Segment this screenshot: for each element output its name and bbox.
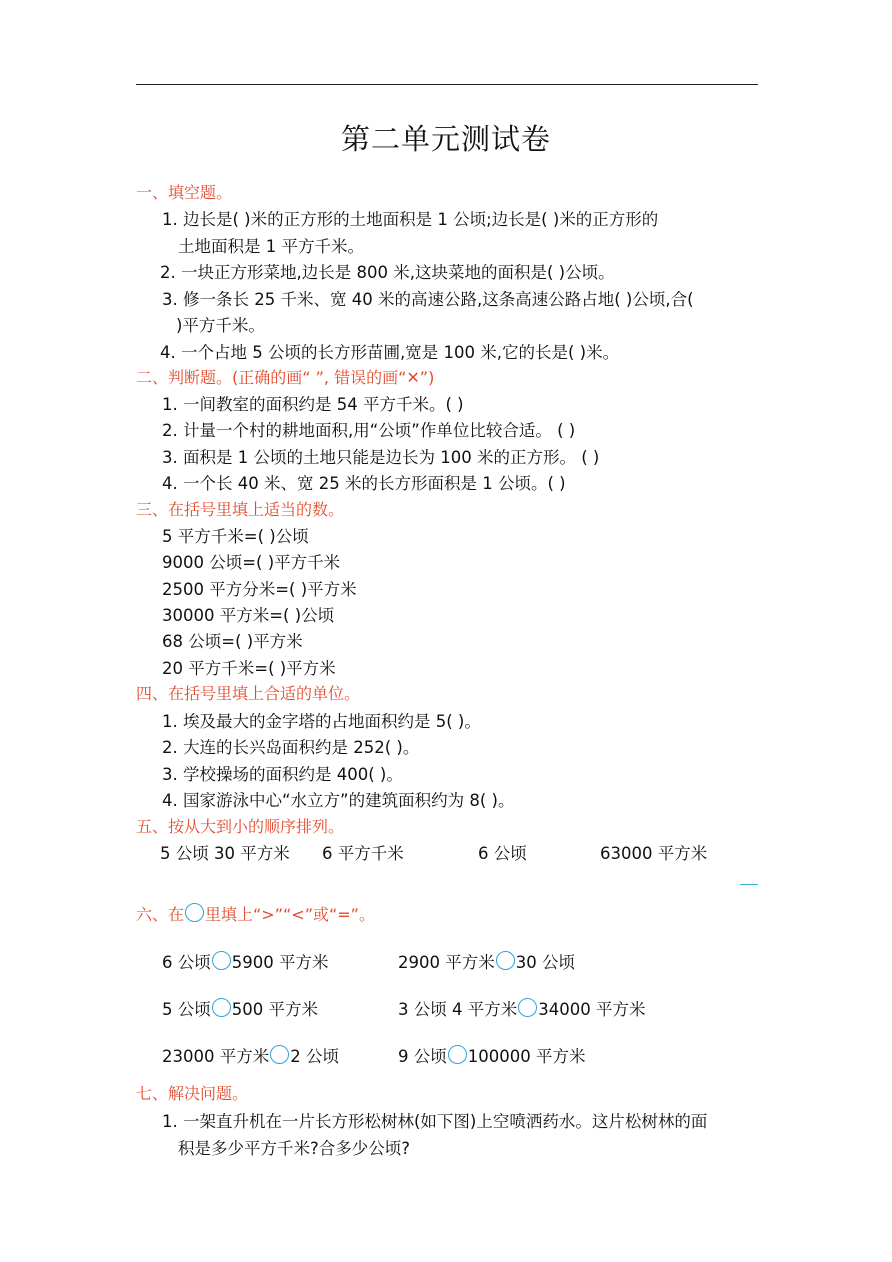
compare-circle[interactable] [270, 1045, 289, 1064]
question-1-1-cont: 土地面积是 1 平方千米。 [178, 237, 364, 256]
compare-left-value: 9 公顷 [398, 1047, 447, 1066]
unit-question-3: 3. 学校操场的面积约是 400( )。 [162, 765, 403, 784]
compare-left-value: 5 公顷 [162, 1000, 211, 1019]
question-2-1: 1. 一间教室的面积约是 54 平方千米。( ) [162, 395, 464, 414]
problem-1: 1. 一架直升机在一片长方形松树林(如下图)上空喷洒药水。这片松树林的面 [162, 1112, 708, 1131]
question-2-2: 2. 计量一个村的耕地面积,用“公顷”作单位比较合适。 ( ) [162, 421, 576, 440]
question-1-3: 3. 修一条长 25 千米、宽 40 米的高速公路,这条高速公路占地( )公顷,合( [162, 290, 694, 309]
compare-right-value: 2 公顷 [290, 1047, 339, 1066]
compare-right-value: 5900 平方米 [231, 953, 329, 972]
order-value-4: 63000 平方米 [600, 844, 708, 863]
conversion-6: 20 平方千米=( )平方米 [162, 659, 336, 678]
question-2-3: 3. 面积是 1 公顷的土地只能是边长为 100 米的正方形。 ( ) [162, 448, 600, 467]
order-value-3: 6 公顷 [478, 844, 527, 863]
compare-circle[interactable] [212, 951, 231, 970]
section-6-heading [136, 902, 375, 925]
section-2-heading: 二、判断题。(正确的画“ ”, 错误的画“✕”) [136, 368, 435, 387]
conversion-4: 30000 平方米=( )公顷 [162, 606, 335, 625]
compare-right-value: 100000 平方米 [467, 1047, 586, 1066]
section-6-heading-a: 六、在 [136, 905, 185, 924]
section-3-heading: 三、在括号里填上适当的数。 [136, 500, 345, 519]
section-7-heading: 七、解决问题。 [136, 1084, 249, 1103]
section-1-heading: 一、填空题。 [136, 183, 233, 202]
question-1-2: 2. 一块正方形菜地,边长是 800 米,这块菜地的面积是( )公顷。 [160, 263, 615, 282]
section-5-heading: 五、按从大到小的顺序排列。 [136, 817, 345, 836]
conversion-5: 68 公顷=( )平方米 [162, 632, 303, 651]
order-value-2: 6 平方千米 [322, 844, 404, 863]
compare-left-value: 2900 平方米 [398, 953, 495, 972]
compare-row-3-left [162, 1043, 339, 1067]
answer-line-mark [740, 884, 758, 885]
compare-right-value: 34000 平方米 [538, 1000, 646, 1019]
compare-row-1-left [162, 949, 329, 973]
conversion-3: 2500 平方分米=( )平方米 [162, 580, 357, 599]
question-2-4: 4. 一个长 40 米、宽 25 米的长方形面积是 1 公顷。( ) [162, 474, 566, 493]
problem-1-cont: 积是多少平方千米?合多少公顷? [178, 1139, 411, 1158]
compare-left-value: 3 公顷 4 平方米 [398, 1000, 518, 1019]
compare-row-2-left [162, 996, 318, 1020]
compare-row-3-right [398, 1043, 585, 1067]
question-1-1: 1. 边长是( )米的正方形的土地面积是 1 公顷;边长是( )米的正方形的 [162, 210, 659, 229]
question-1-4: 4. 一个占地 5 公顷的长方形苗圃,宽是 100 米,它的长是( )米。 [160, 343, 620, 362]
compare-left-value: 6 公顷 [162, 953, 211, 972]
compare-left-value: 23000 平方米 [162, 1047, 270, 1066]
circle-icon [185, 903, 204, 922]
conversion-1: 5 平方千米=( )公顷 [162, 527, 309, 546]
compare-row-2-right [398, 996, 645, 1020]
unit-question-4: 4. 国家游泳中心“水立方”的建筑面积约为 8( )。 [162, 791, 515, 810]
order-value-1: 5 公顷 30 平方米 [160, 844, 290, 863]
compare-row-1-right [398, 949, 575, 973]
section-6-heading-b: 里填上“>”“<”或“=”。 [205, 905, 375, 924]
unit-question-2: 2. 大连的长兴岛面积约是 252( )。 [162, 738, 420, 757]
conversion-2: 9000 公顷=( )平方千米 [162, 553, 341, 572]
compare-right-value: 30 公顷 [515, 953, 575, 972]
section-4-heading: 四、在括号里填上合适的单位。 [136, 684, 361, 703]
page-title: 第二单元测试卷 [340, 122, 551, 156]
compare-circle[interactable] [518, 998, 537, 1017]
unit-question-1: 1. 埃及最大的金字塔的占地面积约是 5( )。 [162, 712, 481, 731]
compare-circle[interactable] [496, 951, 515, 970]
compare-circle[interactable] [212, 998, 231, 1017]
top-rule [136, 84, 758, 85]
compare-right-value: 500 平方米 [231, 1000, 318, 1019]
compare-circle[interactable] [448, 1045, 467, 1064]
question-1-3-cont: )平方千米。 [176, 316, 265, 335]
